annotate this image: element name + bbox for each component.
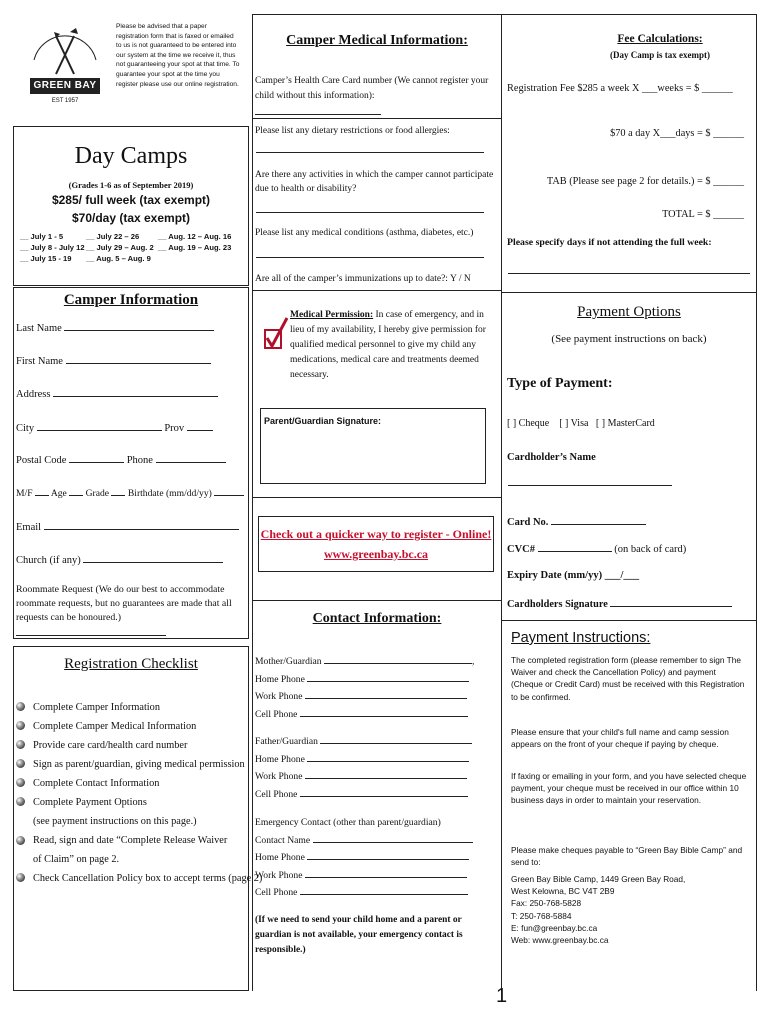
demographics-field[interactable]: M/F Age Grade Birthdate (mm/dd/yy) — [16, 485, 244, 499]
registration-fee-row[interactable]: Registration Fee $285 a week X ___weeks = $ ______ — [507, 83, 733, 94]
section-divider — [252, 290, 502, 291]
medical-permission: Medical Permission: In case of emergency, and in lieu of my availability, I hereby give permission for qualified medical personnel to give my child any medications, medical care and treatments deemed necessary. — [290, 310, 486, 380]
payment-title: Payment Options — [577, 304, 681, 320]
camp-date[interactable]: __ July 29 – Aug. 2 — [86, 243, 154, 252]
cell-phone-field[interactable]: Cell Phone — [255, 884, 473, 902]
camp-date[interactable]: __ July 22 – 26 — [86, 232, 140, 241]
section-divider — [501, 620, 757, 621]
top-border-right — [501, 14, 757, 15]
section-divider — [252, 600, 502, 601]
activities-answer-line[interactable] — [256, 212, 484, 213]
phone-number: T: 250-768-5884 — [511, 910, 572, 921]
logo-est: EST 1957 — [30, 98, 100, 104]
medical-title: Camper Medical Information: — [286, 33, 468, 48]
checklist-list — [16, 698, 263, 888]
top-border — [252, 14, 502, 15]
right-border — [756, 14, 757, 991]
section-divider — [252, 118, 502, 119]
address-line: West Kelowna, BC V4T 2B9 — [511, 886, 615, 897]
day-camps-price-week: $285/ full week (tax exempt) — [51, 193, 211, 207]
specify-days-answer-line[interactable] — [508, 273, 750, 274]
cell-phone-field[interactable]: Cell Phone — [255, 786, 472, 804]
checklist-item: Complete Contact Information — [16, 774, 250, 793]
instructions-p1: The completed registration form (please remember to sign The Waiver and check the Cancellation Policy) and payment (Cheque or Credit Card) must be received with this Registration to be confirmed. — [511, 655, 745, 702]
father-guardian-field[interactable]: Father/Guardian — [255, 733, 472, 751]
camp-date[interactable]: __ July 8 - July 12 — [20, 243, 85, 252]
checklist-item: Complete Payment Options — [16, 793, 250, 812]
home-phone-field[interactable]: Home Phone — [255, 671, 474, 689]
contact-title: Contact Information: — [312, 611, 442, 626]
bullet-icon — [16, 836, 25, 845]
camp-date[interactable]: __ July 15 - 19 — [20, 254, 72, 263]
online-register-link[interactable]: Check out a quicker way to register - Online! — [260, 527, 492, 541]
contact-group-parents-1 — [255, 653, 474, 723]
cvc-field[interactable]: CVC# (on back of card) — [507, 541, 686, 555]
cell-phone-field[interactable]: Cell Phone — [255, 706, 474, 724]
cardholder-name-line[interactable] — [508, 485, 672, 486]
day-camps-grades: (Grades 1-6 as of September 2019) — [68, 180, 194, 190]
checklist-payment-note: (see payment instructions on this page.) — [33, 816, 197, 827]
camp-dates-col2 — [86, 231, 154, 264]
checklist-item: Read, sign and date “Complete Release Waiver of Claim” on page 2. — [16, 831, 250, 869]
logo-graphic — [20, 14, 110, 124]
email-address[interactable]: E: fun@greenbay.bc.ca — [511, 922, 598, 933]
mother-guardian-field[interactable]: Mother/Guardian , — [255, 653, 474, 671]
fees-subtitle: (Day Camp is tax exempt) — [610, 50, 710, 60]
first-name-field[interactable]: First Name — [16, 353, 211, 367]
section-divider — [501, 292, 757, 293]
fax-number: Fax: 250-768-5828 — [511, 898, 582, 909]
payment-subtitle: (See payment instructions on back) — [551, 333, 707, 345]
day-camps-price-day: $70/day (tax exempt) — [71, 211, 191, 225]
checklist-item: Sign as parent/guardian, giving medical permission — [16, 755, 250, 774]
activities-label: Are there any activities in which the camper cannot participate due to health or disability? — [255, 170, 494, 194]
payment-type-options[interactable]: [ ] Cheque [ ] Visa [ ] MasterCard — [507, 418, 655, 429]
email-field[interactable]: Email — [16, 519, 239, 533]
camper-info-title: Camper Information — [63, 292, 199, 308]
home-phone-field[interactable]: Home Phone — [255, 751, 472, 769]
bullet-icon — [16, 797, 25, 806]
roommate-request-field[interactable]: Roommate Request (We do our best to accommodate roommate requests, but no guarantees are made that all requests can be honoured.) — [16, 583, 248, 641]
instructions-p4: Please make cheques payable to “Green Bay Bible Camp” and send to: — [511, 845, 743, 868]
checklist-item: Check Cancellation Policy box to accept terms (page 2) — [16, 869, 250, 888]
city-field[interactable]: City Prov — [16, 420, 213, 434]
address-line: Green Bay Bible Camp, 1449 Green Bay Road, — [511, 874, 686, 884]
website-address[interactable]: Web: www.greenbay.bc.ca — [511, 935, 609, 946]
home-phone-field[interactable]: Home Phone — [255, 849, 473, 867]
contact-group-emergency — [255, 815, 473, 902]
postal-phone-field[interactable]: Postal Code Phone — [16, 452, 226, 466]
payment-type-label: Type of Payment: — [507, 376, 613, 391]
checklist-title: Registration Checklist — [64, 656, 198, 672]
work-phone-field[interactable]: Work Phone — [255, 867, 473, 885]
bullet-icon — [16, 759, 25, 768]
logo-name: GREEN BAY — [33, 80, 97, 91]
bullet-icon — [16, 778, 25, 787]
checklist-item: Complete Camper Medical Information — [16, 717, 250, 736]
health-card-field[interactable]: Camper’s Health Care Card number (We cannot register your child without this information): — [255, 74, 499, 119]
camp-dates-col3 — [158, 231, 231, 253]
church-field[interactable]: Church (if any) — [16, 552, 223, 566]
checklist-item: Provide care card/health card number — [16, 736, 250, 755]
emergency-contact-note: (If we need to send your child home and a parent or guardian is not available, your emergency contact is responsible.) — [255, 915, 463, 955]
specify-days-label: Please specify days if not attending the full week: — [507, 237, 712, 248]
column-divider-1 — [252, 14, 253, 991]
conditions-answer-line[interactable] — [256, 257, 484, 258]
instructions-p2: Please ensure that your child's full name and camp session appears on the front of your cheque if paying by cheque. — [511, 727, 729, 750]
camp-date[interactable]: __ Aug. 19 – Aug. 23 — [158, 243, 232, 252]
camp-date[interactable]: __ Aug. 5 – Aug. 9 — [86, 254, 151, 263]
online-register-box — [258, 516, 494, 572]
instructions-title: Payment Instructions: — [511, 630, 651, 646]
medical-permission-label: Medical Permission: — [290, 310, 374, 320]
conditions-label: Please list any medical conditions (asthma, diabetes, etc.) — [255, 228, 474, 238]
tab-fee-row[interactable]: TAB (Please see page 2 for details.) = $ ______ — [546, 176, 744, 187]
card-number-field[interactable]: Card No. — [507, 514, 646, 528]
page-number: 1 — [496, 985, 508, 1007]
total-fee-row[interactable]: TOTAL = $ ______ — [662, 209, 744, 220]
day-camps-title: Day Camps — [74, 143, 188, 169]
instructions-p3: If faxing or emailing in your form, and you have selected cheque payment, your cheque must be received in our office within 10 business days in order to maintain your reservation. — [511, 771, 747, 806]
bullet-icon — [16, 873, 25, 882]
immunizations-question[interactable]: Are all of the camper’s immunizations up to date?: Y / N — [255, 274, 471, 284]
work-phone-field[interactable]: Work Phone — [255, 768, 472, 786]
dietary-answer-line[interactable] — [256, 152, 484, 153]
address-field[interactable]: Address — [16, 386, 218, 400]
work-phone-field[interactable]: Work Phone — [255, 688, 474, 706]
checkmark-icon — [263, 316, 289, 354]
expiry-field[interactable]: Expiry Date (mm/yy) ___/___ — [507, 570, 640, 581]
mailing-address — [511, 873, 747, 946]
column-divider-2 — [501, 14, 502, 991]
camp-date[interactable]: __ July 1 - 5 — [20, 232, 64, 241]
camp-date[interactable]: __ Aug. 12 – Aug. 16 — [158, 232, 232, 241]
bullet-icon — [16, 702, 25, 711]
camp-logo — [20, 14, 110, 124]
bullet-icon — [16, 721, 25, 730]
last-name-field[interactable]: Last Name — [16, 320, 214, 334]
registration-notice: Please be advised that a paper registration form that is faxed or emailed to us is not guaranteed to be entered into our system at the time we receive it, thus not guaranteeing your spot at that time. To guarantee your spot at the time you register please use our online registration. — [116, 23, 240, 88]
emergency-contact-label: Emergency Contact (other than parent/guardian) — [255, 817, 441, 828]
fees-title: Fee Calculations: — [617, 33, 703, 45]
bullet-icon — [16, 740, 25, 749]
camp-dates-col1 — [20, 231, 85, 264]
cardholder-signature-field[interactable]: Cardholders Signature — [507, 596, 732, 610]
cardholder-name-label: Cardholder’s Name — [507, 452, 596, 463]
contact-name-field[interactable]: Contact Name — [255, 832, 473, 850]
checklist-item: Complete Camper Information — [16, 698, 250, 717]
contact-group-parents-2 — [255, 733, 472, 803]
guardian-signature-label: Parent/Guardian Signature: — [264, 416, 382, 426]
section-divider — [252, 497, 502, 498]
dietary-label: Please list any dietary restrictions or food allergies: — [255, 126, 450, 136]
day-fee-row[interactable]: $70 a day X___days = $ ______ — [610, 128, 744, 139]
website-link[interactable]: www.greenbay.bc.ca — [323, 547, 429, 561]
